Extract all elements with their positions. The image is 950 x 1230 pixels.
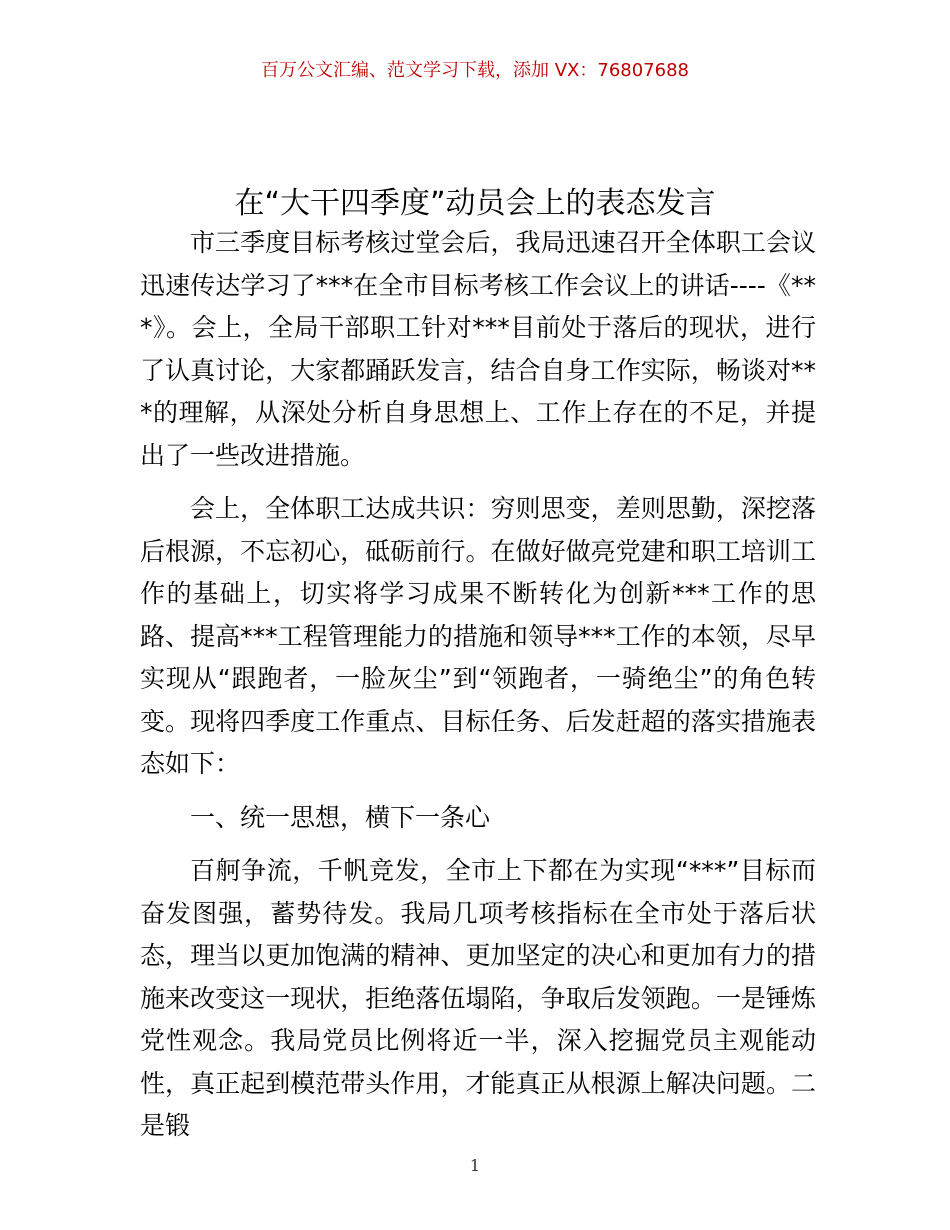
paragraph-intro: 市三季度目标考核过堂会后，我局迅速召开全体职工会议迅速传达学习了***在全市目标考核工作会议上的讲话----《***》。会上，全局干部职工针对***目前处于落后的现状，进行了认真讨论，大家都踊跃发言，结合自身工作实际，畅谈对***的理解，从深处分析自身思想上、工作上存在的不足，并提出了一些改进措施。: [140, 228, 816, 470]
header-note: 百万公文汇编、范文学习下载，添加 VX：76807688: [261, 60, 689, 81]
document-title: 在“大干四季度”动员会上的表态发言: [234, 186, 716, 222]
page-number: 1: [469, 1156, 481, 1175]
paragraph-consensus: 会上，全体职工达成共识：穷则思变，差则思勤，深挖落后根源，不忘初心，砥砺前行。在做好做亮党建和职工培训工作的基础上，切实将学习成果不断转化为创新***工作的思路、提高***工程管理能力的措施和领导***工作的本领，尽早实现从“跟跑者，一脸灰尘”到“领跑者，一骑绝尘”的角色转变。现将四季度工作重点、目标任务、后发赶超的落实措施表态如下：: [140, 494, 816, 778]
paragraph-section-1: 百舸争流，千帆竞发，全市上下都在为实现“***”目标而奋发图强，蓄势待发。我局几项考核指标在全市处于落后状态，理当以更加饱满的精神、更加坚定的决心和更加有力的措施来改变这一现状，拒绝落伍塌陷，争取后发领跑。一是锤炼党性观念。我局党员比例将近一半，深入挖掘党员主观能动性，真正起到模范带头作用，才能真正从根源上解决问题。二是锻: [140, 856, 816, 1140]
section-heading-1: 一、统一思想，横下一条心: [190, 802, 491, 832]
document-body: [140, 222, 816, 1159]
